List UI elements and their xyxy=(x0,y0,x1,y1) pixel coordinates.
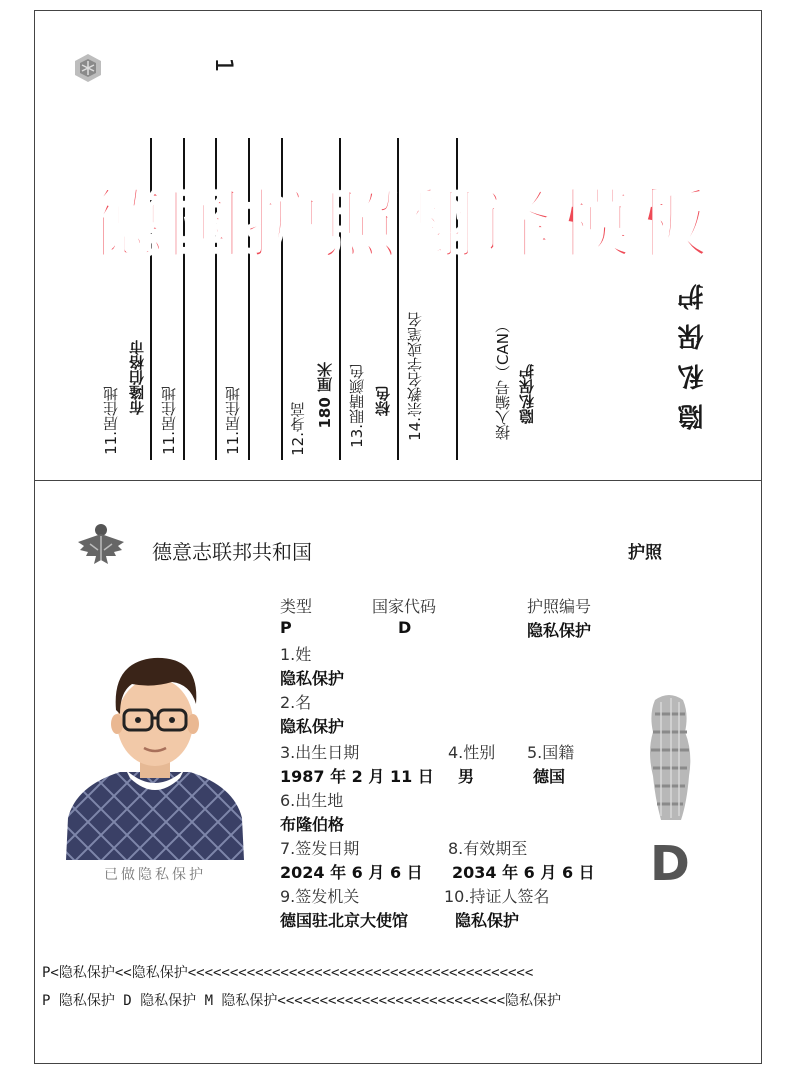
nationality-value: 德国 xyxy=(533,767,566,786)
height-label: 12.身高 xyxy=(289,402,307,456)
residence-label: 11.居住地 xyxy=(102,386,120,455)
given-name-value: 隐私保护 xyxy=(280,717,345,736)
passport-number-value: 隐私保护 xyxy=(527,621,592,640)
residence-label: 11.居住地 xyxy=(160,386,178,455)
type-value: P xyxy=(280,618,292,637)
nationality-label: 5.国籍 xyxy=(527,743,575,762)
dob-label: 3.出生日期 xyxy=(280,743,360,762)
eye-color-value: 棕色 xyxy=(374,386,392,416)
issue-date-label: 7.签发日期 xyxy=(280,839,360,858)
country-name: 德意志联邦共和国 xyxy=(152,540,312,564)
expiry-date-label: 8.有效期至 xyxy=(448,839,528,858)
can-value: 隐私保护 xyxy=(518,364,536,424)
page-number: 1 xyxy=(210,57,238,73)
eagle-emblem-icon xyxy=(76,520,126,568)
type-label: 类型 xyxy=(280,597,313,616)
dob-value: 1987 年 2 月 11 日 xyxy=(280,767,434,786)
portrait-photo xyxy=(62,640,248,860)
given-name-label: 2.名 xyxy=(280,693,312,712)
pob-value: 布隆伯格 xyxy=(280,815,345,834)
residence-label: 11.居住地 xyxy=(224,386,242,455)
country-code-label: 国家代码 xyxy=(372,597,437,616)
pob-label: 6.出生地 xyxy=(280,791,344,810)
authority-label: 9.签发机关 xyxy=(280,887,360,906)
sex-label: 4.性别 xyxy=(448,743,496,762)
mrz-line-1: P<隐私保护<<隐私保护<<<<<<<<<<<<<<<<<<<<<<<<<<<<<<<<<<<<<<<<< xyxy=(42,965,534,981)
eye-color-label: 13.眼睛颜色 xyxy=(348,364,366,448)
residence-value: 布隆伯格市 xyxy=(128,340,146,415)
height-value: 180 厘米 xyxy=(316,362,334,429)
mrz-line-2: P 隐私保护 D 隐私保护 M 隐私保护<<<<<<<<<<<<<<<<<<<<<<<<<<<隐私保护 xyxy=(42,993,562,1009)
page-divider xyxy=(34,480,762,481)
overlay-title: 德国护照翻译模板 xyxy=(88,180,712,269)
can-label: 接入编号（CAN） xyxy=(494,318,512,440)
side-letter: D xyxy=(650,836,690,892)
issue-date-value: 2024 年 6 月 6 日 xyxy=(280,863,423,882)
authority-value: 德国驻北京大使馆 xyxy=(280,911,409,930)
passport-number-label: 护照编号 xyxy=(527,597,592,616)
document-type: 护照 xyxy=(628,543,662,563)
signature-value: 隐私保护 xyxy=(455,911,520,930)
religious-name-label: 14.宗教名字或笔名 xyxy=(406,312,424,441)
emblem-icon xyxy=(72,52,104,84)
expiry-date-value: 2034 年 6 月 6 日 xyxy=(452,863,595,882)
country-code-value: D xyxy=(398,618,412,637)
photo-caption: 已做隐私保护 xyxy=(104,867,206,883)
ghost-portrait-image xyxy=(641,692,697,822)
sex-value: 男 xyxy=(458,767,475,786)
surname-value: 隐私保护 xyxy=(280,669,345,688)
privacy-vertical-text: 隐私保护 xyxy=(678,270,708,430)
signature-label: 10.持证人签名 xyxy=(444,887,550,906)
surname-label: 1.姓 xyxy=(280,645,312,664)
